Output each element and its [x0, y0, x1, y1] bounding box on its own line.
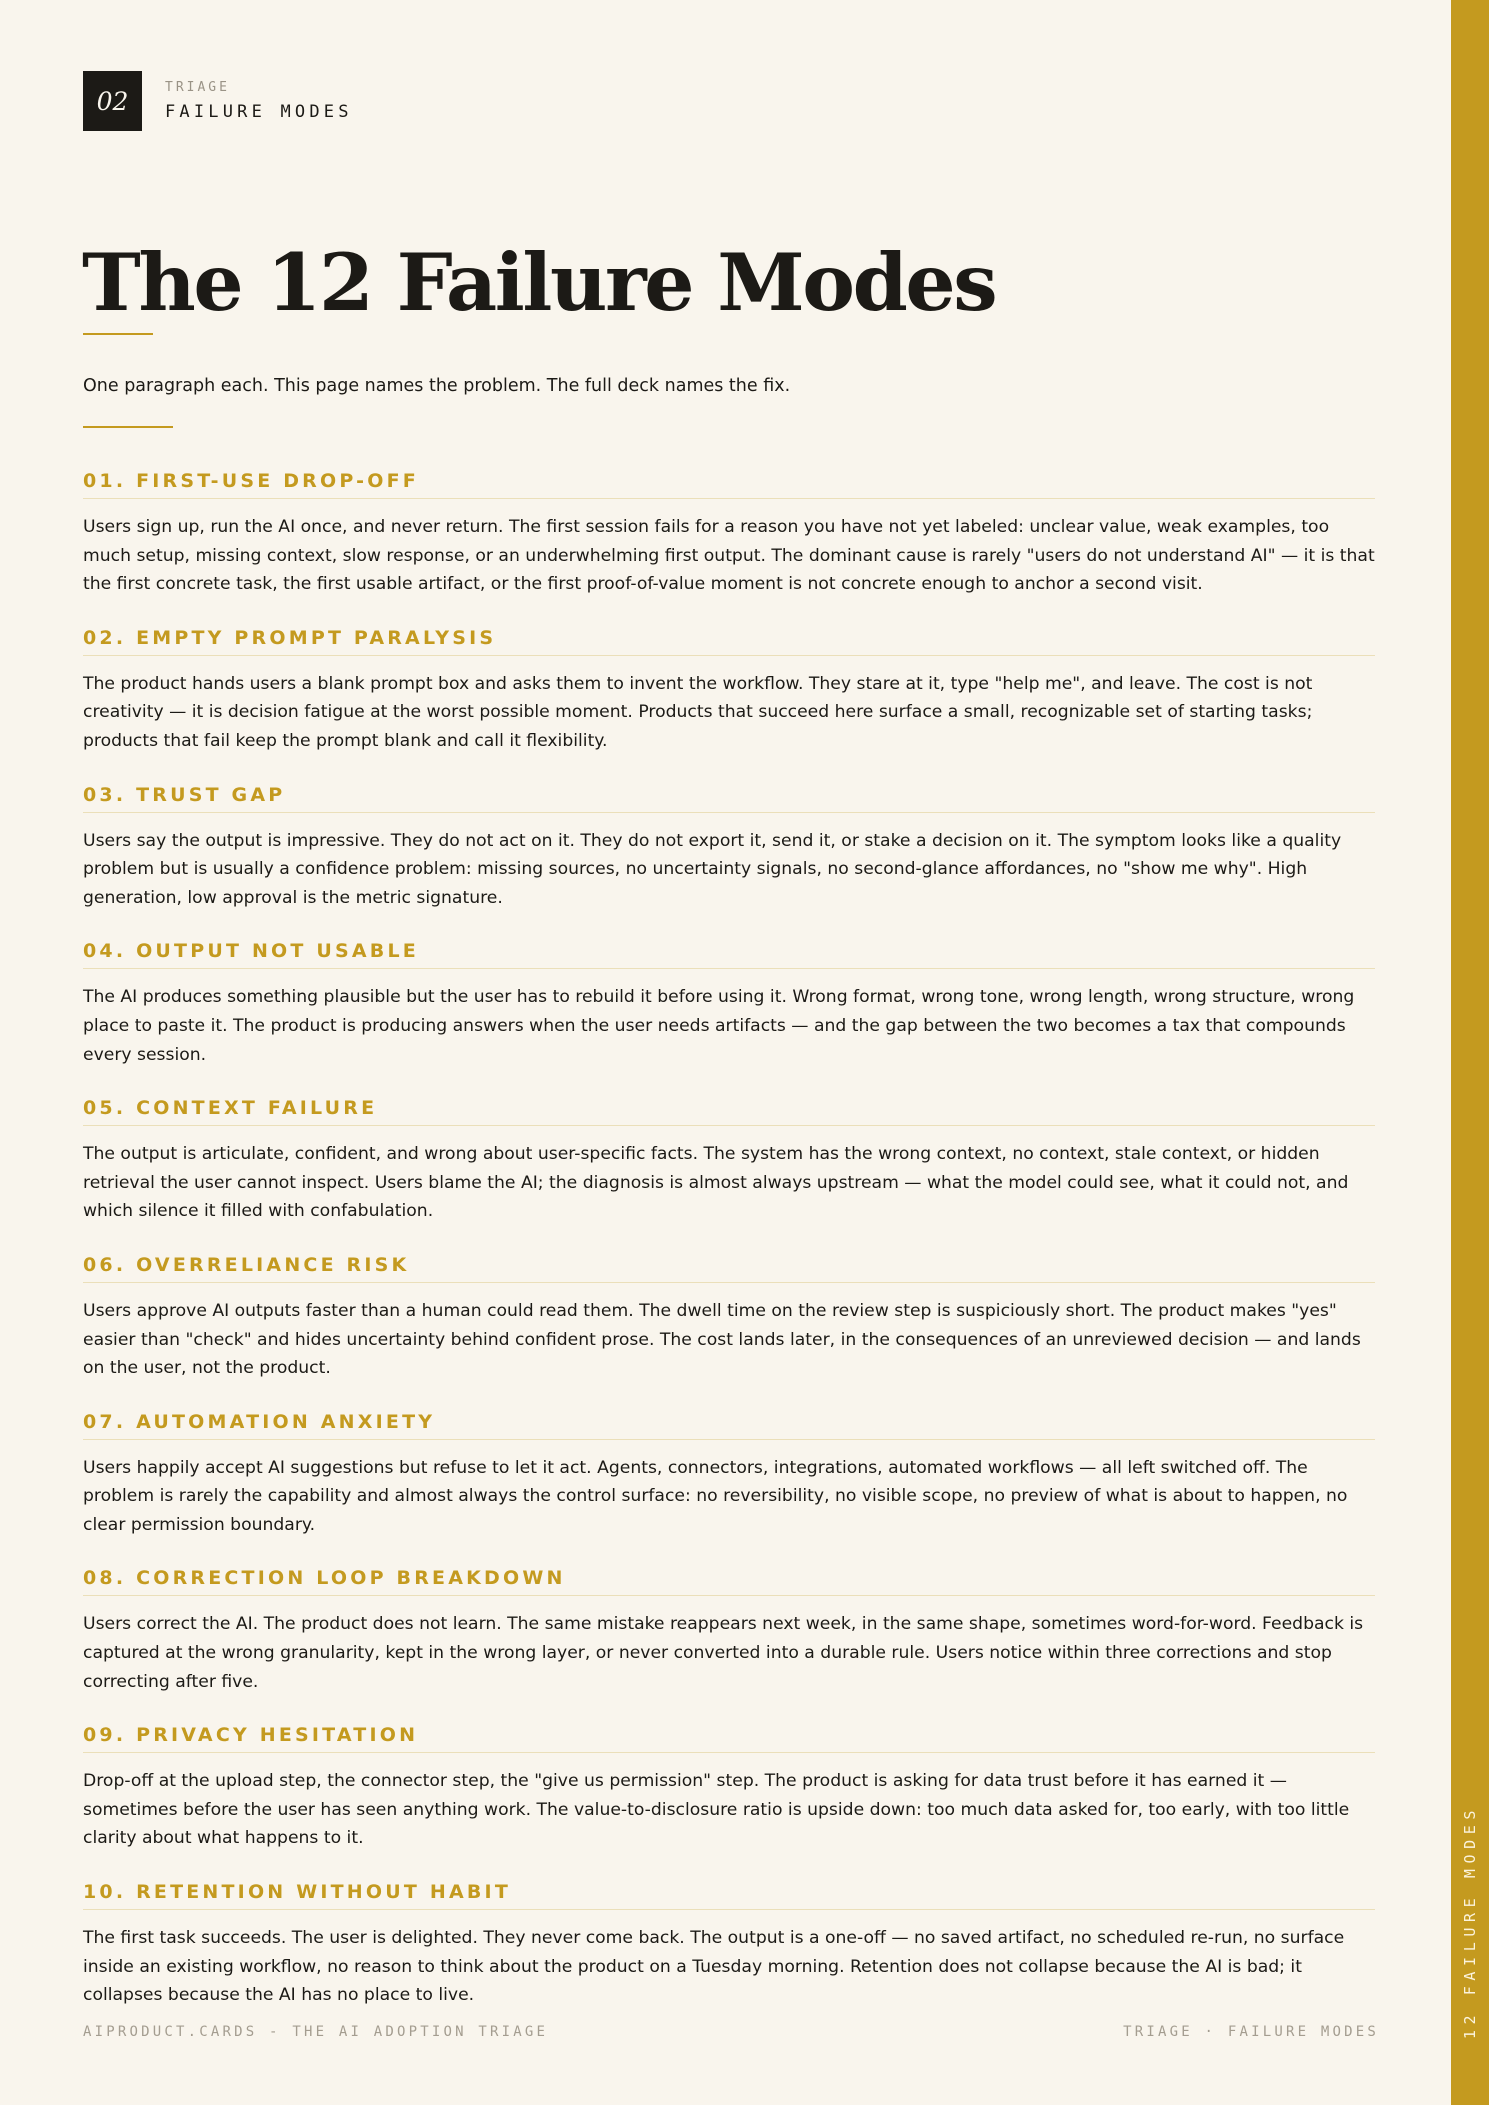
failure-mode [83, 1563, 1375, 1696]
failure-mode-description: Users say the output is impressive. They do not act on it. They do not export it, send it, or stake a decision on it. The symptom looks like a quality problem but is usually a confidence problem: missing sources, no uncertainty signals, no second-glance affordances, no "show me why". High generation, low approval is the metric signature. [83, 830, 1342, 908]
failure-mode-heading: 10. RETENTION WITHOUT HABIT [83, 1877, 1375, 1910]
failure-mode [83, 780, 1375, 913]
failure-mode-heading: 04. OUTPUT NOT USABLE [83, 936, 1375, 969]
intro-text: One paragraph each. This page names the problem. The full deck names the fix. [83, 376, 791, 396]
failure-mode-description: Users correct the AI. The product does not learn. The same mistake reappears next week, in the same shape, sometimes word-for-word. Feedback is captured at the wrong granularity, kept in the wrong layer, or never converted into a durable rule. Users notice within three corrections and stop correcting after five. [83, 1614, 1364, 1692]
failure-mode [83, 1877, 1375, 2010]
section-number-badge: 02 [83, 71, 142, 131]
failure-mode-description: Users approve AI outputs faster than a human could read them. The dwell time on the review step is suspiciously short. The product makes "yes" easier than "check" and hides uncertainty behind confident prose. The cost lands later, in the consequences of an unreviewed decision — and lands on the user, not the product. [83, 1300, 1361, 1379]
failure-mode-heading: 01. FIRST-USE DROP-OFF [83, 466, 1375, 499]
failure-mode-heading: 08. CORRECTION LOOP BREAKDOWN [83, 1563, 1375, 1596]
side-tab-label: 12 FAILURE MODES [1461, 1804, 1479, 2039]
section-header [83, 71, 353, 131]
footer-section-label: TRIAGE · FAILURE MODES [1123, 2024, 1379, 2040]
failure-mode-description: Drop-off at the upload step, the connector step, the "give us permission" step. The product is asking for data trust before it has earned it — sometimes before the user has seen anything work. The value-to-disclosure ratio is upside down: too much data asked for, too early, with too little clarity about what happens to it. [83, 1771, 1350, 1849]
failure-mode-heading: 03. TRUST GAP [83, 780, 1375, 813]
failure-mode-heading: 09. PRIVACY HESITATION [83, 1720, 1375, 1753]
side-tab [1451, 0, 1489, 2105]
failure-mode-heading: 07. AUTOMATION ANXIETY [83, 1407, 1375, 1440]
failure-mode-description: The product hands users a blank prompt box and asks them to invent the workflow. They stare at it, type "help me", and leave. The cost is not creativity — it is decision fatigue at the worst possible moment. Products that succeed here surface a small, recognizable set of starting tasks; products that fail keep the prompt blank and call it flexibility. [83, 673, 1313, 751]
failure-mode-heading: 06. OVERRELIANCE RISK [83, 1250, 1375, 1283]
failure-mode-heading: 05. CONTEXT FAILURE [83, 1093, 1375, 1126]
section-header-text [165, 80, 353, 122]
failure-mode [83, 1250, 1375, 1383]
failure-mode [83, 1093, 1375, 1226]
failure-mode [83, 1720, 1375, 1853]
failure-mode-description: The first task succeeds. The user is delighted. They never come back. The output is a one-off — no saved artifact, no scheduled re-run, no surface inside an existing workflow, no reason to think about the product on a Tuesday morning. Retention does not collapse because the AI is bad; it collapses because the AI has no place to live. [83, 1928, 1345, 2006]
footer-site-label: AIPRODUCT.CARDS - THE AI ADOPTION TRIAGE [83, 2024, 549, 2040]
page-title: The 12 Failure Modes [82, 236, 996, 329]
section-title: FAILURE MODES [165, 102, 353, 122]
intro-divider [83, 426, 173, 428]
failure-mode [83, 466, 1375, 599]
failure-mode [83, 623, 1375, 756]
failure-mode-heading: 02. EMPTY PROMPT PARALYSIS [83, 623, 1375, 656]
failure-mode-description: The output is articulate, confident, and wrong about user-specific facts. The system has the wrong context, no context, stale context, or hidden retrieval the user cannot inspect. Users blame the AI; the diagnosis is almost always upstream — what the model could see, what it could not, and which silence it filled with confabulation. [83, 1144, 1349, 1222]
failure-mode [83, 936, 1375, 1069]
title-underline [83, 333, 153, 335]
section-eyebrow: TRIAGE [165, 80, 230, 95]
failure-mode [83, 1407, 1375, 1540]
failure-mode-list [83, 466, 1375, 2034]
failure-mode-description: Users happily accept AI suggestions but refuse to let it act. Agents, connectors, integrations, automated workflows — all left switched off. The problem is rarely the capability and almost always the control surface: no reversibility, no visible scope, no preview of what is about to happen, no clear permission boundary. [83, 1457, 1348, 1535]
failure-mode-description: Users sign up, run the AI once, and never return. The first session fails for a reason you have not yet labeled: unclear value, weak examples, too much setup, missing context, slow response, or an underwhelming first output. The dominant cause is rarely "users do not understand AI" — it is that the first concrete task, the first usable artifact, or the first proof-of-value moment is not concrete enough to anchor a second visit. [83, 517, 1375, 595]
failure-mode-description: The AI produces something plausible but the user has to rebuild it before using it. Wrong format, wrong tone, wrong length, wrong structure, wrong place to paste it. The product is producing answers when the user needs artifacts — and the gap between the two becomes a tax that compounds every session. [83, 987, 1355, 1065]
